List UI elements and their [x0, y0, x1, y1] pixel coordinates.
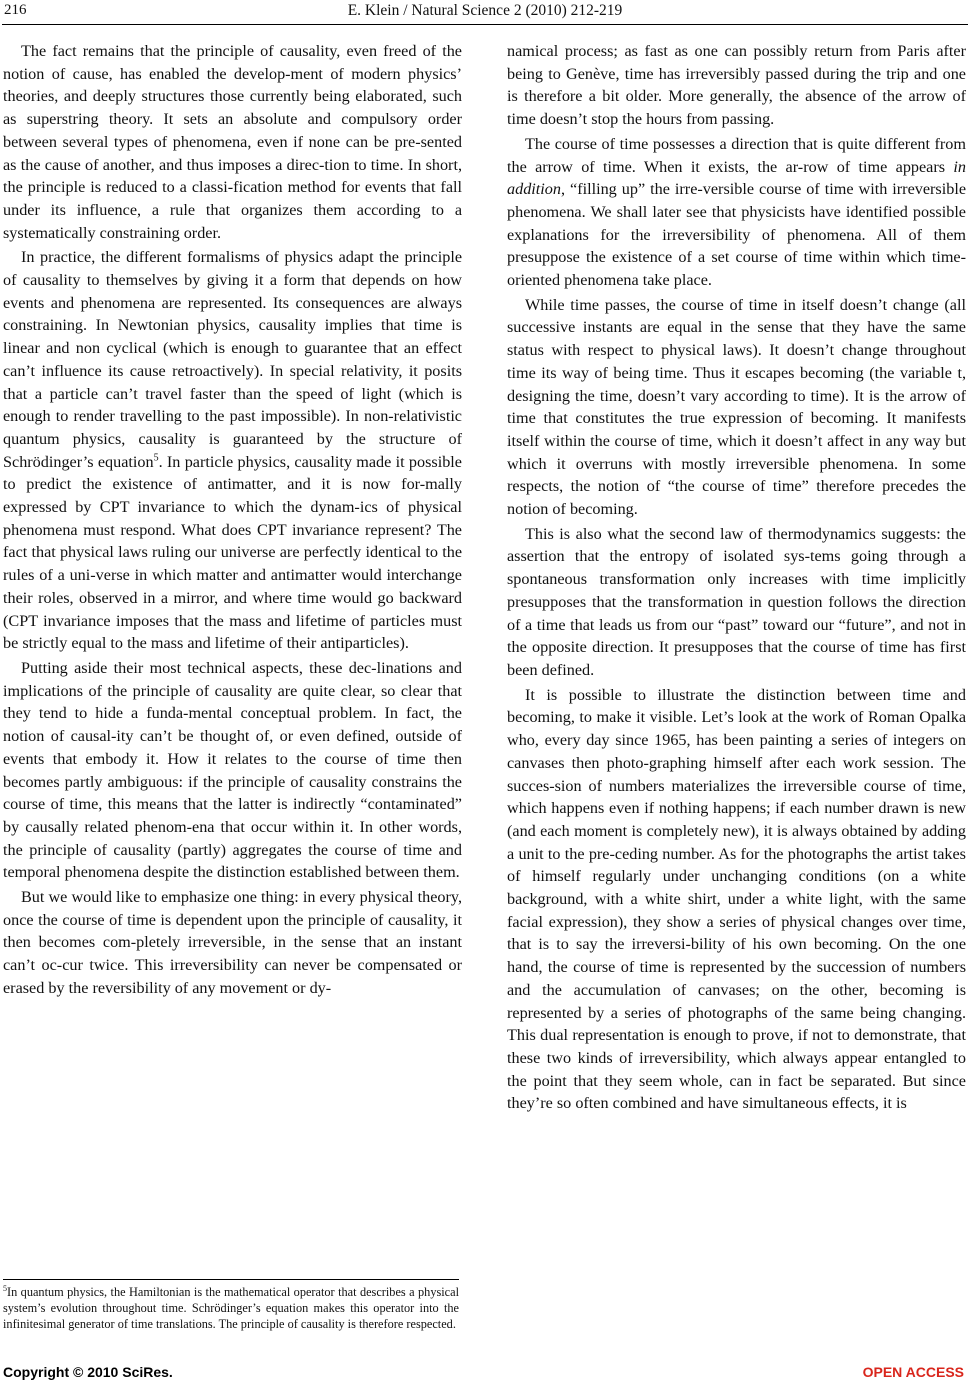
paragraph-continued: namical process; as fast as one can possibly return from Paris after being to Genève, time has irreversibly passed during the trip and one is therefore a bit older. More generally, the absence of the arrow of time doesn’t stop the hours from passing.: [507, 42, 966, 129]
paragraph: The course of time possesses a direction that is quite different from the arrow of time. When it exists, the ar-row of time appears in addition, “filling up” the irre-versible course of time with irreversible phenomena. We shall later see that physicists have identified possible explanations for the irreversibility of phenomena. All of them presuppose the existence of a set course of time within which time-oriented phenomena take place.: [507, 134, 966, 290]
page-number: 216: [4, 2, 27, 18]
paragraph: But we would like to emphasize one thing: in every physical theory, once the course of time is dependent upon the principle of causality, it then becomes com-pletely irreversible, in the sense that an instant can’t oc-cur twice. This irreversibility can never be compensated or erased by the reversibility of any movement or dy-: [3, 888, 462, 997]
paragraph: While time passes, the course of time in itself doesn’t change (all successive instants are equal in the sense that they have the same status with respect to physical laws). It doesn’t change throughout time its way of being time. Thus it escapes becoming (the variable t, designing the time, doesn’t vary according to time). It is the arrow of time that constitutes the true expression of becoming. It manifests itself within the course of time, which it doesn’t affect in any way but which it overruns with mostly irreversible phenomena. In some respects, the notion of “the course of time” therefore precedes the notion of becoming.: [507, 295, 966, 519]
header-rule: [2, 24, 968, 25]
page-footer: [0, 1364, 970, 1384]
footnote: [3, 1284, 459, 1332]
footnote-rule: [3, 1279, 459, 1280]
footnote-text: In quantum physics, the Hamiltonian is the mathematical operator that describes a physical system’s evolution throughout time. Schrödinger’s equation makes this operator into the infinitesimal generator of time translations. The principle of causality is therefore respected.: [3, 1285, 459, 1331]
open-access-label: OPEN ACCESS: [862, 1364, 964, 1380]
copyright-notice: Copyright © 2010 SciRes.: [3, 1364, 173, 1380]
running-title: E. Klein / Natural Science 2 (2010) 212-219: [347, 2, 623, 19]
footnote-marker: 5: [3, 1283, 7, 1293]
footnote-reference: 5: [153, 452, 159, 464]
paragraph: This is also what the second law of thermodynamics suggests: the assertion that the entropy of isolated sys-tems going through a spontaneous transformation only increases with time implicitly presupposes that the transformation in question follows the direction of a time that leads us from our “past” toward our “future”, and not in the opposite direction. It presupposes that the course of time has first been defined.: [507, 524, 966, 679]
paragraph: In practice, the different formalisms of physics adapt the principle of causality to themselves by giving it a form that depends on how events and phenomena are represented. Its consequences are always constraining. In Newtonian physics, causality implies that time is linear and non cyclical (which is enough to guarantee that an effect can’t influence its cause retroactively). In special relativity, it posits that a particle can’t travel faster than the speed of light (which is enough to render travelling to the past impossible). In non-relativistic quantum physics, causality is guaranteed by the structure of Schrödinger’s equation$^5$. In particle physics, causality made it possible to predict the existence of antimatter, and it is now for-mally expressed by CPT invariance to which the dynam-ics of physical phenomena must respond. What does CPT invariance represent? The fact that physical laws ruling our universe are perfectly identical to the rules of a uni-verse in which matter and antimatter would interchange their roles, observed in a mirror, and where time would go backward (CPT invariance imposes that the mass and lifetime of particles must be strictly equal to the mass and lifetime of their antiparticles).: [3, 248, 462, 653]
left-column: [3, 40, 462, 1002]
paragraph: Putting aside their most technical aspects, these dec-linations and implications of the principle of causality are quite clear, so clear that they tend to hide a funda-mental conceptual problem. In fact, the notion of causal-ity can’t be thought of, or even defined, outside of events that embody it. How it relates to the course of time then becomes partly ambiguous: if the principle of causality constrains the course of time, this means that the latter is indirectly “contaminated” by causally related phenom-ena that occur within it. In other words, the principle of causality (partly) aggregates the course of time and temporal phenomena despite the distinction established between them.: [3, 658, 462, 882]
page-header: [0, 0, 970, 24]
right-column: [507, 40, 966, 1117]
paragraph: The fact remains that the principle of causality, even freed of the notion of cause, has enabled the develop-ment of modern physics’ theories, and deeply structures those currently being elaborated, such as superstring theory. It sets an absolute and compulsory order between several types of phenomena, even if none can be pre-sented as the cause of another, and thus imposes a direc-tion to time. In short, the principle is reduced to a classi-fication method for events that fall under its influence, a rule that organizes them according to a systematically constraining order.: [3, 42, 462, 242]
paragraph: It is possible to illustrate the distinction between time and becoming, to make it visible. Let’s look at the work of Roman Opalka who, every day since 1965, has been painting a series of integers on canvases then photo-graphing himself after each work session. The succes-sion of numbers materializes the irreversible course of time, which happens even if nothing happens; if each number drawn is new (and each moment is completely new), it is always obtained by adding a unit to the pre-ceding number. As for the photographs the artist takes of himself regularly under unchanging conditions (on a white background, with a white shirt, under a white light, with the same facial expression), they show a series of physical changes over time, that is to say the irreversi-bility of his own becoming. On the one hand, the course of time is represented by the succession of numbers and the accumulation of canvases; on the other, becoming is represented by a series of photographs of the same being changing. This dual representation is enough to prove, if not to demonstrate, that these two kinds of irreversibility, which always appear entangled to the point that they seem whole, can in fact be separated. But since they’re so often combined and have simultaneous effects, it is: [507, 685, 966, 1113]
emphasis: in addition: [507, 157, 966, 199]
